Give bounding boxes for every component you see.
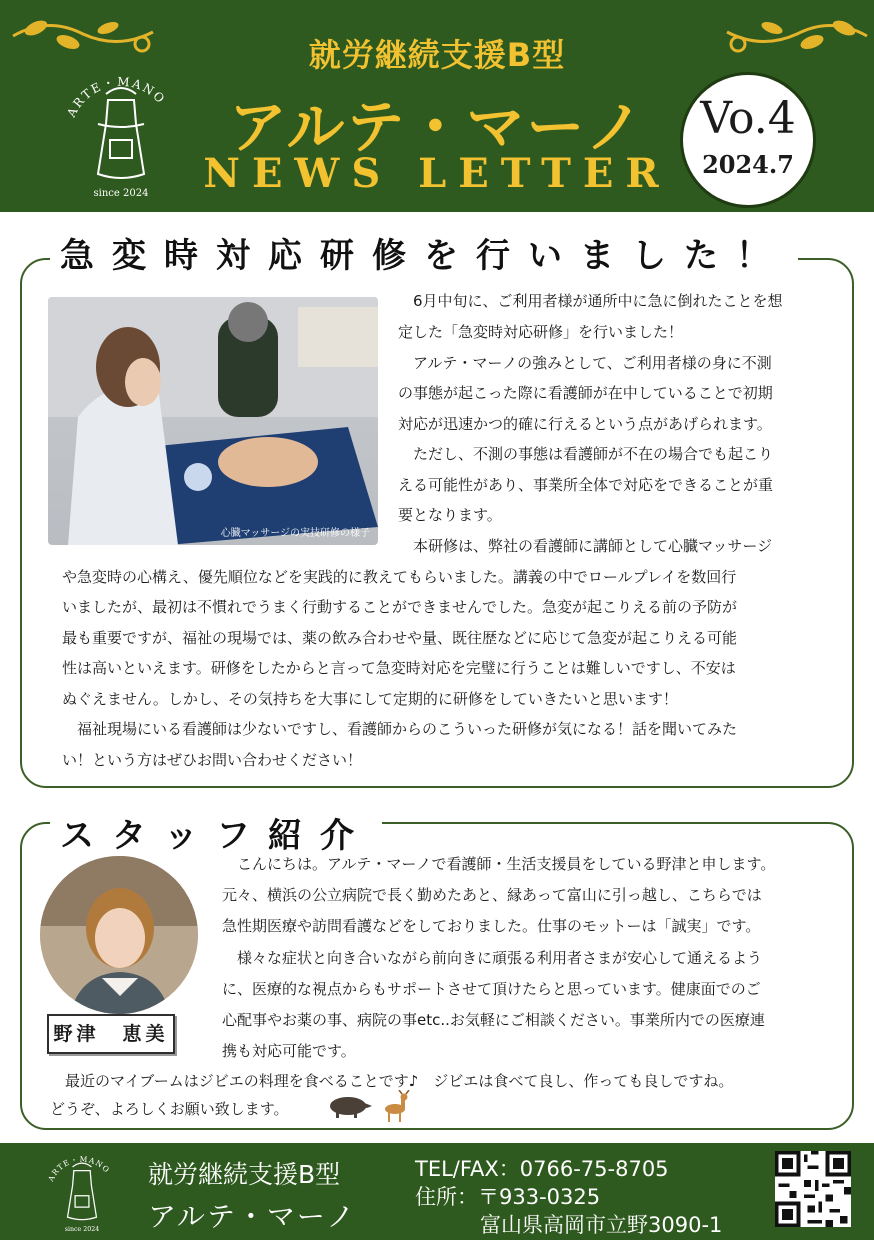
text-line: 対応が迅速かつ的確に行えるという点があげられます。: [398, 415, 772, 433]
text-line: 本研修は、弊社の看護師に講師として心臓マッサージ: [398, 537, 773, 555]
photo-caption: 心臓マッサージの実技研修の様子: [220, 528, 370, 539]
staff-name-label: 野津 恵美: [47, 1014, 175, 1054]
text-line: アルテ・マーノの強みとして、ご利用者様の身に不測: [398, 354, 772, 372]
cpr-training-illustration: [48, 297, 378, 545]
text-line: や急変時の心構え、優先順位などを実践的に教えてもらいました。講義の中でロールプレイを数回行: [62, 568, 737, 586]
newsletter-label: NEWS LETTER: [203, 150, 671, 197]
text-line: 6月中旬に、ご利用者様が通所中に急に倒れたことを想: [398, 292, 783, 310]
volume-badge: [680, 72, 816, 208]
footer-logo: [42, 1148, 122, 1236]
deer-icon: [380, 1090, 412, 1122]
header-subtitle: 就労継続支援B型: [308, 36, 566, 74]
footer-bar: [0, 1143, 874, 1240]
text-line: に、医療的な視点からもサポートさせて頂けたらと思っています。健康面でのご: [222, 980, 761, 998]
text-line: 急性期医療や訪問看護などをしておりました。仕事のモットーは「誠実」です。: [222, 917, 761, 935]
volume-number: Vo.4: [700, 93, 796, 144]
text-line: える可能性があり、事業所全体で対応をできることが重: [398, 476, 774, 494]
text-line: い！という方はぜひお問い合わせください！: [62, 751, 363, 769]
footer-logo-since: since 2024: [64, 1225, 100, 1233]
text-line: こんにちは。アルテ・マーノで看護師・生活支援員をしている野津と申します。: [222, 855, 776, 873]
cpr-training-photo: [48, 297, 378, 545]
header-title: アルテ・マーノ: [228, 93, 646, 161]
apron-icon: [68, 1163, 97, 1220]
text-line: 福祉現場にいる看護師は少ないですし、看護師からのこういった研修が気になる！話を聞いてみた: [62, 720, 738, 738]
footer-logo-text: ARTE・MANO: [46, 1154, 112, 1183]
svg-text:ARTE・MANO: [46, 1155, 112, 1184]
text-line: 様々な症状と向き合いながら前向きに頑張る利用者さまが安心して通えるよう: [222, 949, 763, 967]
text-line: 心配事やお薬の事、病院の事etc..お気軽にご相談ください。事業所内での医療連: [222, 1011, 765, 1029]
logo-since: since 2024: [93, 188, 149, 199]
footer-name: アルテ・マーノ: [148, 1200, 357, 1233]
text-line: ぬぐえません。しかし、その気持ちを大事にして定期的に研修をしていきたいと思います！: [62, 690, 678, 708]
text-line: 定した「急変時対応研修」を行いました！: [398, 323, 684, 341]
staff-photo: [40, 856, 198, 1014]
footer-zip: 住所：〒933-0325: [415, 1185, 601, 1209]
footer-tel: TEL/FAX：0766-75-8705: [415, 1157, 669, 1181]
header-banner: [0, 0, 874, 212]
issue-date: 2024.7: [702, 150, 794, 179]
text-line: 携も対応可能です。: [222, 1042, 356, 1060]
footer-subtitle: 就労継続支援B型: [148, 1160, 341, 1189]
boar-icon: [326, 1092, 372, 1118]
text-line: 要となります。: [398, 506, 502, 524]
staff-portrait-illustration: [40, 856, 198, 1014]
text-line: 性は高いといえます。研修をしたからと言って急変時対応を完璧に行うことは難しいですし、不安は: [62, 659, 736, 677]
text-line: どうぞ、よろしくお願い致します。: [50, 1100, 289, 1118]
text-line: いましたが、最初は不慣れでうまく行動することができませんでした。急変が起こりえる前の予防が: [62, 598, 738, 616]
training-section-title: 急変時対応研修を行いました！: [50, 228, 798, 277]
logo-text: ARTE・MANO: [64, 74, 169, 120]
staff-section-title: スタッフ紹介: [50, 808, 382, 857]
text-line: 最近のマイブームはジビエの料理を食べることです♪ ジビエは食べて良し、作っても良しですね。: [50, 1072, 734, 1090]
text-line: ただし、不測の事態は看護師が不在の場合でも起こり: [398, 445, 774, 463]
text-line: の事態が起こった際に看護師が在中していることで初期: [398, 384, 773, 402]
footer-address: 富山県高岡市立野3090-1: [480, 1213, 723, 1237]
text-line: 元々、横浜の公立病院で長く勤めたあと、縁あって富山に引っ越し、こちらでは: [222, 886, 762, 904]
text-line: 最も重要ですが、福祉の現場では、薬の飲み合わせや量、既往歴などに応じて急変が起こりえる可能: [62, 629, 738, 647]
qr-code-icon[interactable]: [775, 1151, 851, 1227]
